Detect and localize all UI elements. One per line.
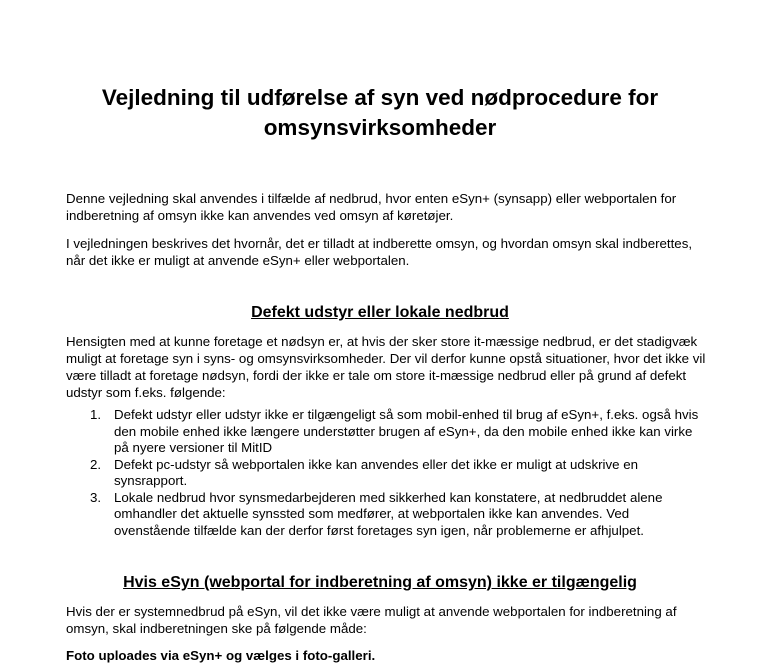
list-number: 2. [90, 456, 102, 472]
list-item-text: Lokale nedbrud hvor synsmedarbejderen med sikkerhed kan konstatere, at nedbruddet alene omhandler det aktuelle synssted som medfører, at webportalen ikke kan anvendes. Ved ovenstående tilfælde kan der derfor først foretages syn igen, når problemerne er afhjulpet. [114, 489, 663, 538]
bold-instruction: Foto uploades via eSyn+ og vælges i foto-galleri. [66, 648, 376, 663]
section-paragraph-esyn: Hvis der er systemnedbrud på eSyn, vil det ikke være muligt at anvende webportalen for indberetning af omsyn, skal indberetningen ske på følgende måde: [66, 604, 677, 636]
intro-paragraph-1: Denne vejledning skal anvendes i tilfælde af nedbrud, hvor enten eSyn+ (synsapp) eller webportalen for indberetning af omsyn ikke kan anvendes ved omsyn af køretøjer. [66, 191, 677, 223]
list-item-text: Defekt pc-udstyr så webportalen ikke kan anvendes eller det ikke er muligt at udskrive en synsrapport. [114, 456, 639, 488]
list-item [66, 407, 706, 457]
section-heading-text: Hvis eSyn (webportal for indberetning af omsyn) ikke er tilgængelig [123, 574, 637, 591]
list-item-text: Defekt udstyr eller udstyr ikke er tilgængeligt så som mobil-enhed til brug af eSyn+, f.eks. også hvis den mobile enhed ikke længere understøtter brugen af eSyn+, da den mobile enhed ikke kan virke på nyere versioner til MitID [114, 407, 699, 455]
section-paragraph-defekt: Hensigten med at kunne foretage et nødsyn er, at hvis der sker store it-mæssige nedbrud, er det stadigvæk muligt at foretage syn i syns- og omsynsvirksomheder. Der vil derfor kunne opstå situationer, hvor det ikke vil være tilladt at foretage nødsyn, fordi der ikke er tale om store it-mæssige nedbrud eller på grund af defekt udstyr som f.eks. følgende: [66, 334, 706, 400]
section-heading-esyn [60, 573, 700, 593]
list-number: 1. [90, 407, 102, 422]
list-item [66, 490, 706, 540]
intro-paragraph-2: I vejledningen beskrives det hvornår, det er tilladt at indberette omsyn, og hvordan omsyn skal indberettes, når det ikke er muligt at anvende eSyn+ eller webportalen. [66, 236, 693, 268]
section-heading-text: Defekt udstyr eller lokale nedbrud [251, 304, 509, 321]
list-number: 3. [90, 489, 102, 505]
list-item [66, 457, 706, 490]
numbered-list [66, 407, 706, 539]
section-heading-defekt [60, 303, 700, 323]
document-title: Vejledning til udførelse af syn ved nødprocedure for omsynsvirksomheder [101, 85, 659, 140]
